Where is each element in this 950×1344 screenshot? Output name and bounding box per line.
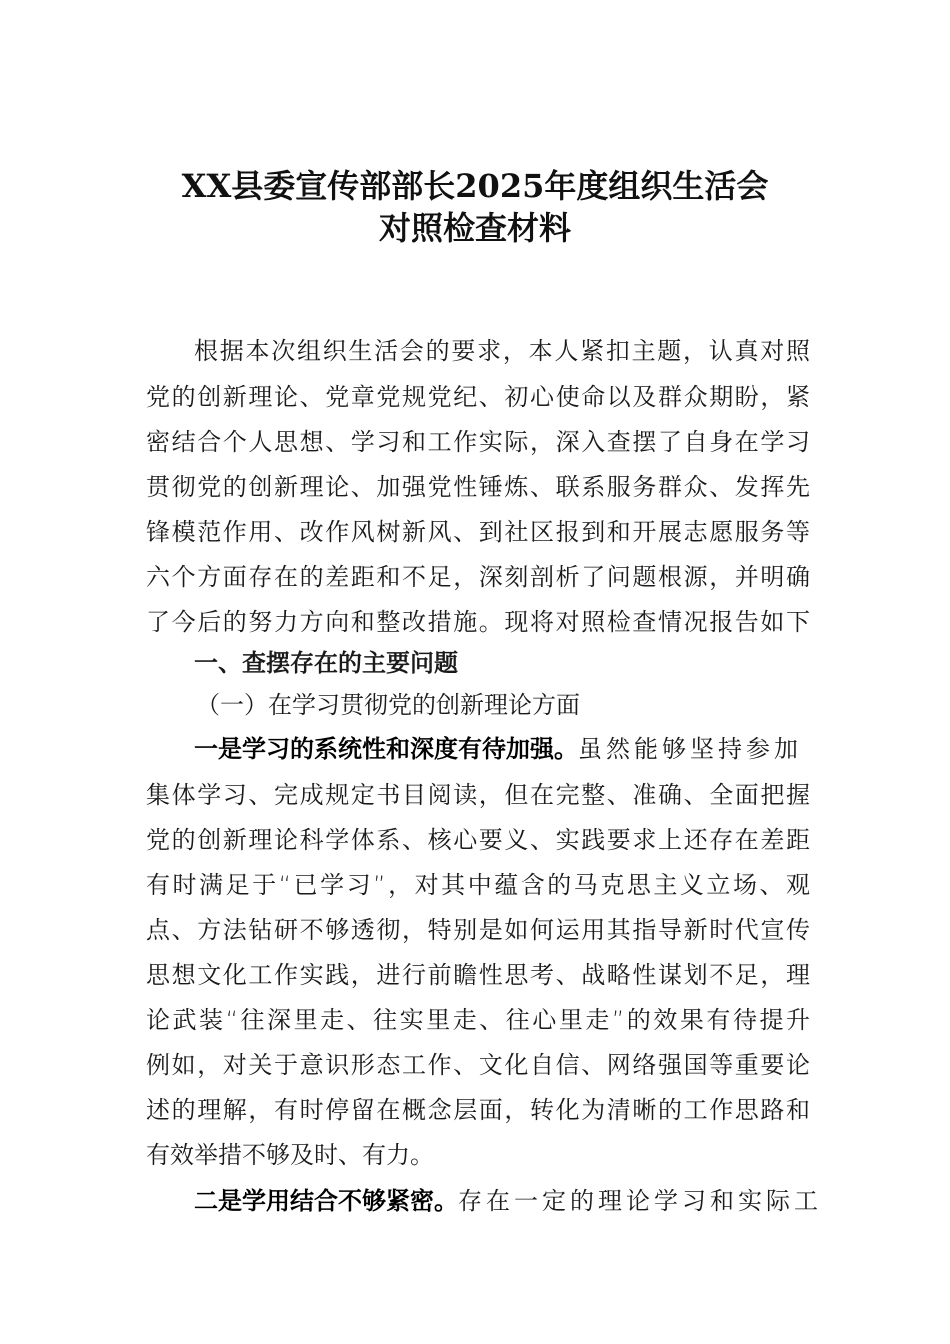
- point-1-line: 有时满足于“已学习”，对其中蕴含的马克思主义立场、观: [146, 871, 810, 899]
- point-1-line: 例如，对关于意识形态工作、文化自信、网络强国等重要论: [146, 1051, 810, 1079]
- point-1-lead-rest: 虽然能够坚持参加: [578, 735, 802, 763]
- point-1-first-line: [194, 734, 810, 764]
- intro-paragraph-line: 密结合个人思想、学习和工作实际，深入查摆了自身在学习: [146, 428, 810, 456]
- intro-paragraph-line: 锋模范作用、改作风树新风、到社区报到和开展志愿服务等: [146, 518, 810, 546]
- point-1-line: 点、方法钻研不够透彻，特别是如何运用其指导新时代宣传: [146, 916, 810, 944]
- point-1-line: 有效举措不够及时、有力。: [146, 1141, 434, 1169]
- point-2-lead-rest: 存在一定的理论学习和实际工: [458, 1187, 822, 1215]
- document-title-line-1: XX县委宣传部部长2025年度组织生活会: [181, 167, 769, 205]
- intro-paragraph-line: 贯彻党的创新理论、加强党性锤炼、联系服务群众、发挥先: [146, 473, 810, 501]
- point-2-first-line: [194, 1186, 822, 1216]
- section-heading: 一、查摆存在的主要问题: [194, 649, 458, 677]
- point-1-line: 思想文化工作实践，进行前瞻性思考、战略性谋划不足，理: [146, 961, 810, 989]
- intro-paragraph-line: 六个方面存在的差距和不足，深刻剖析了问题根源，并明确: [146, 563, 810, 591]
- point-1-line: 集体学习、完成规定书目阅读，但在完整、准确、全面把握: [146, 781, 810, 809]
- subsection-heading: （一）在学习贯彻党的创新理论方面: [196, 691, 580, 719]
- point-2-lead: 二是学用结合不够紧密。: [194, 1187, 458, 1215]
- intro-paragraph-line: 党的创新理论、党章党规党纪、初心使命以及群众期盼，紧: [146, 383, 810, 411]
- point-1-lead: 一是学习的系统性和深度有待加强。: [194, 735, 578, 763]
- point-1-line: 论武装“往深里走、往实里走、往心里走”的效果有待提升: [146, 1006, 810, 1034]
- point-1-line: 述的理解，有时停留在概念层面，转化为清晰的工作思路和: [146, 1096, 810, 1124]
- intro-paragraph-line: 了今后的努力方向和整改措施。现将对照检查情况报告如下: [146, 608, 810, 636]
- document-title-line-2: 对照检查材料: [378, 209, 571, 247]
- intro-paragraph-line: 根据本次组织生活会的要求，本人紧扣主题，认真对照: [194, 337, 810, 365]
- point-1-line: 党的创新理论科学体系、核心要义、实践要求上还存在差距: [146, 826, 810, 854]
